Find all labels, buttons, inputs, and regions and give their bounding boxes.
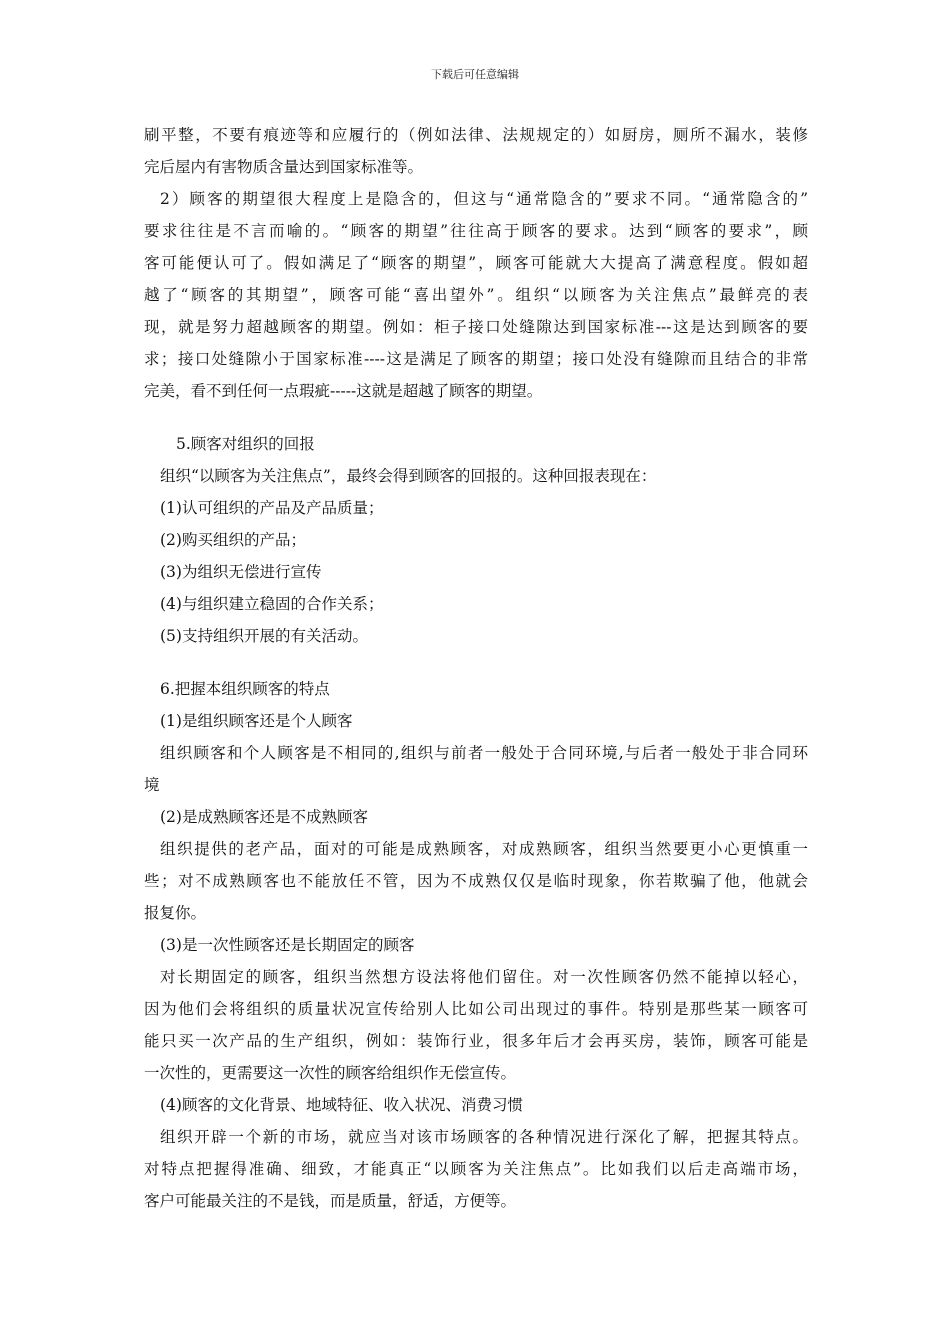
text-line: 对特点把握得准确、细致，才能真正“以顾客为关注焦点”。比如我们以后走高端市场， <box>144 1160 808 1178</box>
text-line: (1)是组织顾客还是个人顾客 <box>160 712 353 730</box>
text-line: (4)与组织建立稳固的合作关系； <box>160 595 384 613</box>
text-line: 一次性的，更需要这一次性的顾客给组织作无偿宣传。 <box>144 1064 517 1082</box>
text-line: 5.顾客对组织的回报 <box>176 435 315 453</box>
page-header: 下载后可任意编辑 <box>431 68 519 81</box>
text-line: 现，就是努力超越顾客的期望。例如：柜子接口处缝隙达到国家标准---这是达到顾客的要 <box>144 318 808 336</box>
text-line: 组织提供的老产品，面对的可能是成熟顾客，对成熟顾客，组织当然要更小心更慎重一 <box>160 840 808 858</box>
text-line: 客户可能最关注的不是钱，而是质量，舒适，方便等。 <box>144 1192 517 1210</box>
text-line: (4)顾客的文化背景、地域特征、收入状况、消费习惯 <box>160 1096 523 1114</box>
text-line: (3)为组织无偿进行宣传 <box>160 563 322 581</box>
text-line: (2)是成熟顾客还是不成熟顾客 <box>160 808 368 826</box>
text-line: 客可能便认可了。假如满足了“顾客的期望”，顾客可能就大大提高了满意程度。假如超 <box>144 254 808 272</box>
text-line: 6.把握本组织顾客的特点 <box>160 680 330 698</box>
text-line: 能只买一次产品的生产组织，例如：装饰行业，很多年后才会再买房，装饰，顾客可能是 <box>144 1032 808 1050</box>
text-line: 越了“顾客的其期望”，顾客可能“喜出望外”。组织“以顾客为关注焦点”最鲜亮的表 <box>144 286 808 304</box>
text-line: 完后屋内有害物质含量达到国家标准等。 <box>144 158 424 176</box>
document-body <box>144 119 808 1217</box>
text-line: 完美，看不到任何一点瑕疵-----这就是超越了顾客的期望。 <box>144 382 543 400</box>
paragraph-gap <box>144 407 808 428</box>
text-line: 组织顾客和个人顾客是不相同的,组织与前者一般处于合同环境,与后者一般处于非合同环 <box>160 744 808 762</box>
text-line: 些；对不成熟顾客也不能放任不管，因为不成熟仅仅是临时现象，你若欺骗了他，他就会 <box>144 872 808 890</box>
text-line: 刷平整，不要有痕迹等和应履行的（例如法律、法规规定的）如厨房，厕所不漏水，装修 <box>144 126 808 144</box>
text-line: 报复你。 <box>144 904 207 922</box>
text-line: (2)购买组织的产品； <box>160 531 306 549</box>
text-line: 组织开辟一个新的市场，就应当对该市场顾客的各种情况进行深化了解，把握其特点。 <box>160 1128 808 1146</box>
text-line: 境 <box>144 776 160 794</box>
text-line: (3)是一次性顾客还是长期固定的顾客 <box>160 936 415 954</box>
text-line: (5)支持组织开展的有关活动。 <box>160 627 368 645</box>
text-line: (1)认可组织的产品及产品质量； <box>160 499 384 517</box>
text-line: 组织“以顾客为关注焦点”，最终会得到顾客的回报的。这种回报表现在： <box>160 467 657 485</box>
text-line: 因为他们会将组织的质量状况宣传给别人比如公司出现过的事件。特别是那些某一顾客可 <box>144 1000 808 1018</box>
text-line: 要求往往是不言而喻的。“顾客的期望”往往高于顾客的要求。达到“顾客的要求”，顾 <box>144 222 808 240</box>
text-line: 2）顾客的期望很大程度上是隐含的，但这与“通常隐含的”要求不同。“通常隐含的” <box>160 190 808 208</box>
text-line: 求；接口处缝隙小于国家标准----这是满足了顾客的期望；接口处没有缝隙而且结合的非常 <box>144 350 808 368</box>
paragraph-gap <box>144 652 808 673</box>
text-line: 对长期固定的顾客，组织当然想方设法将他们留住。对一次性顾客仍然不能掉以轻心， <box>160 968 808 986</box>
